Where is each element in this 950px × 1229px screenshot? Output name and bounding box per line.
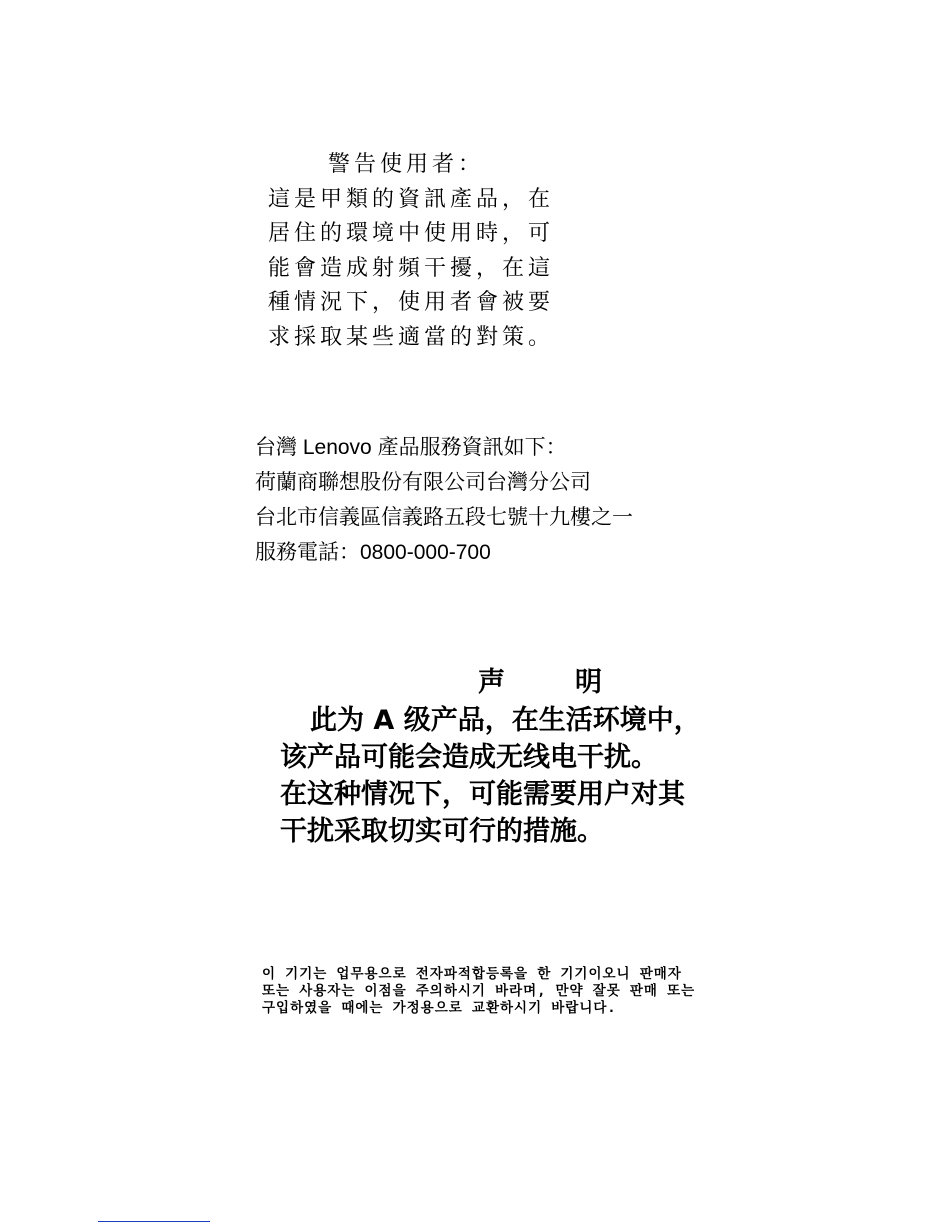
taiwan-warning-line: 求採取某些適當的對策。 <box>268 324 555 350</box>
statement-line: 在这种情况下，可能需要用户对其 <box>280 779 685 810</box>
taiwan-warning-line: 這是甲類的資訊產品，在 <box>268 186 555 212</box>
service-info-heading: 台灣 Lenovo 產品服務資訊如下： <box>255 436 567 459</box>
korea-class-a-notice <box>262 966 695 1017</box>
korean-notice-line: 이 기기는 업무용으로 전자파적합등록을 한 기기이오니 판매자 <box>262 966 682 982</box>
statement-line: 此为 A 级产品，在生活环境中， <box>310 705 701 736</box>
statement-heading: 声明 <box>478 667 672 698</box>
taiwan-warning-title: 警告使用者： <box>328 152 485 177</box>
taiwan-class-a-warning <box>268 148 554 355</box>
statement-body <box>280 702 701 850</box>
taiwan-warning-line: 種情況下，使用者會被要 <box>268 290 555 315</box>
taiwan-warning-line: 能會造成射頻干擾，在這 <box>268 255 555 281</box>
korean-notice-line: 또는 사용자는 이점을 주의하시기 바라며, 만약 잘못 판매 또는 <box>262 983 696 999</box>
service-address: 台北市信義區信義路五段七號十九樓之一 <box>255 506 633 529</box>
statement-line: 该产品可能会造成无线电干扰。 <box>280 742 658 773</box>
lenovo-taiwan-service-info <box>255 430 633 570</box>
korean-notice-line: 구입하였을 때에는 가정용으로 교환하시기 바랍니다. <box>262 1000 617 1016</box>
service-phone: 服務電話：0800-000-700 <box>255 541 491 564</box>
footnote-divider <box>98 1221 210 1222</box>
service-company-name: 荷蘭商聯想股份有限公司台灣分公司 <box>255 471 591 494</box>
taiwan-warning-line: 居住的環境中使用時，可 <box>268 221 555 246</box>
statement-line: 干扰采取切实可行的措施。 <box>280 816 604 847</box>
